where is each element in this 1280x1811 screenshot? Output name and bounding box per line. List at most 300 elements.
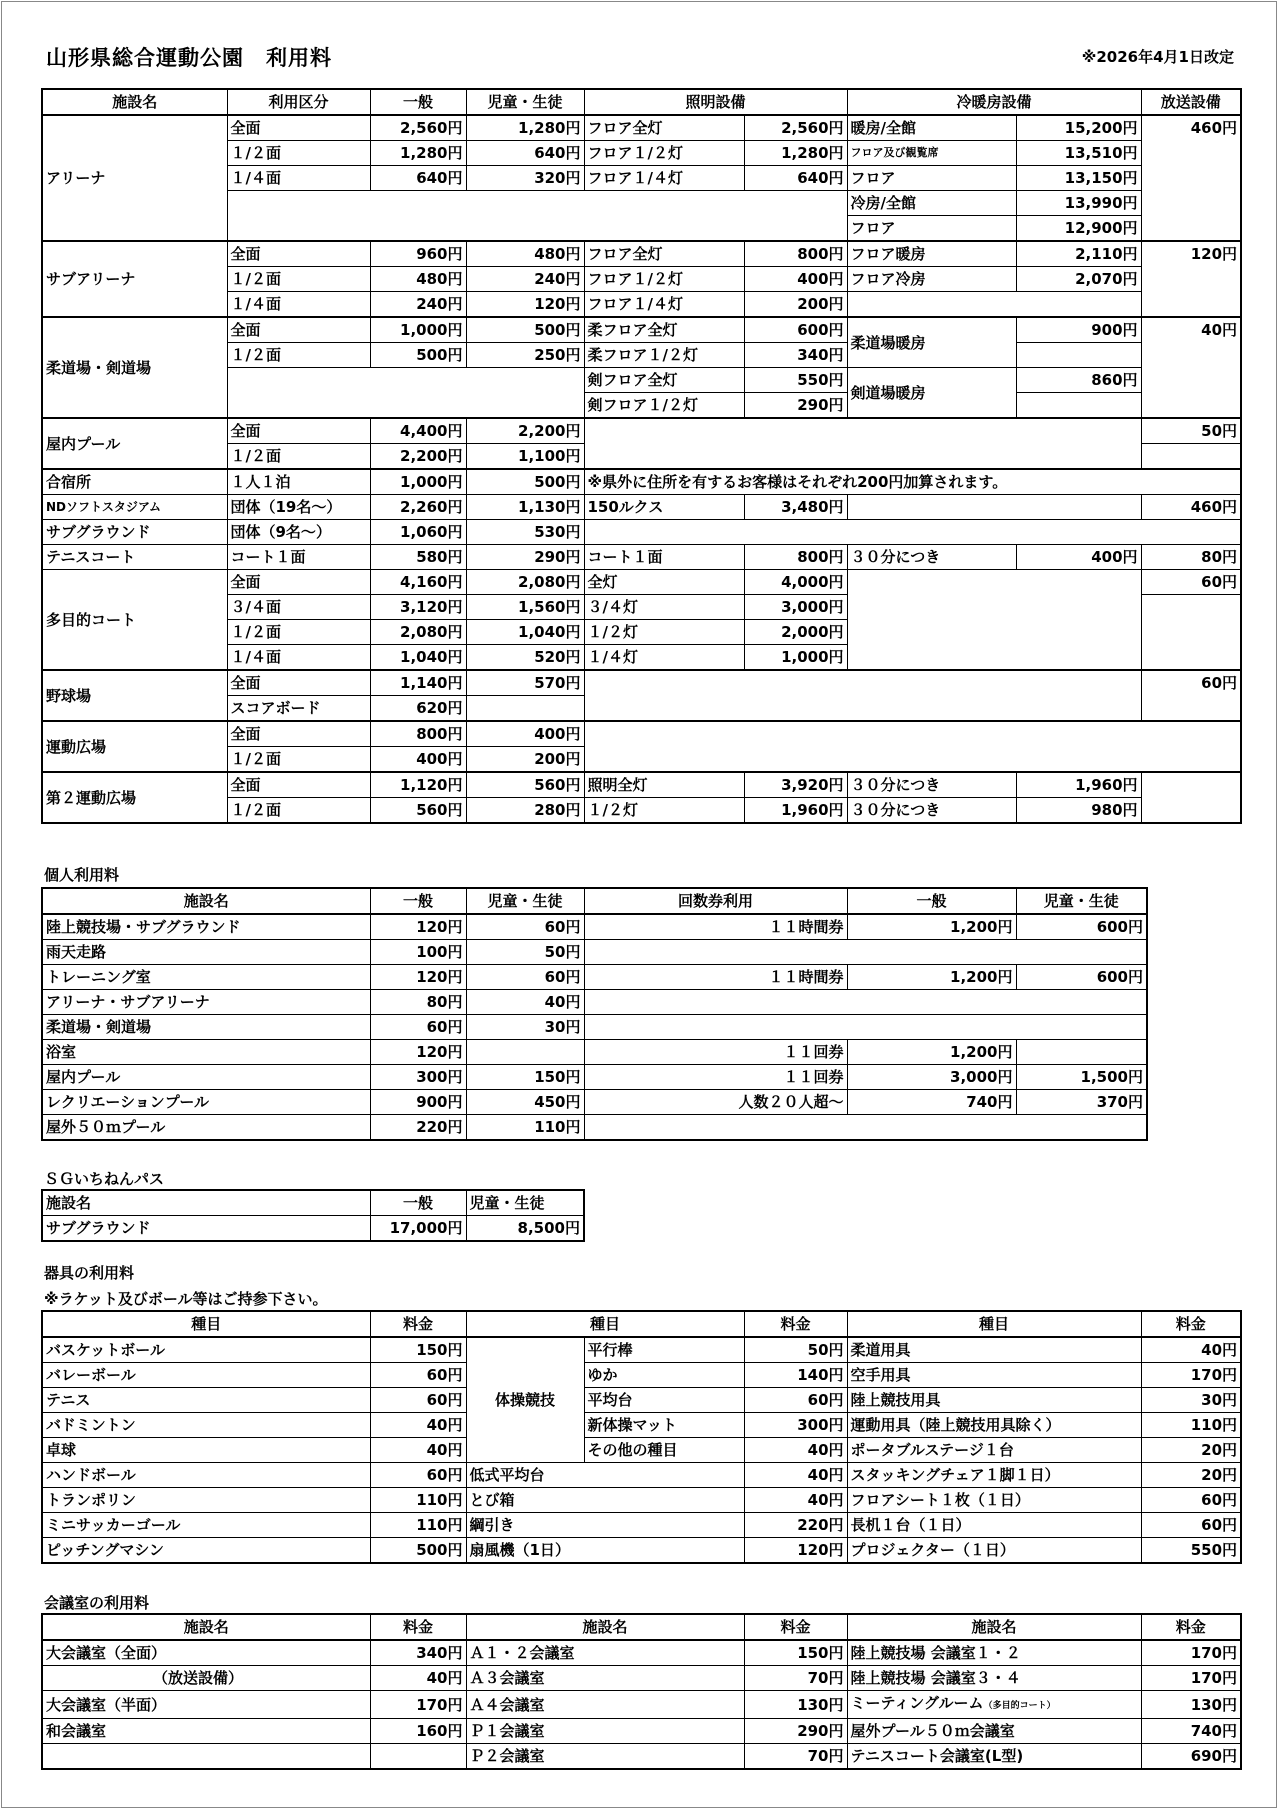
- ticket-fee-ippan: 1,200円: [847, 1040, 1016, 1065]
- table-row: [42, 1216, 584, 1242]
- room-label: ミーティングルーム: [850, 1694, 984, 1712]
- facility-name: 屋内プール: [42, 418, 227, 469]
- room-fee: 170円: [1141, 1640, 1241, 1666]
- room-name: 大会議室（半面）: [42, 1691, 370, 1719]
- room-name: [847, 1666, 1141, 1691]
- room-fee: 170円: [1141, 1666, 1241, 1691]
- ticket-type: １１回券: [584, 1065, 847, 1090]
- table-row: [42, 418, 1241, 444]
- col-lighting: 照明設備: [584, 89, 847, 115]
- kubun: 全面: [227, 115, 370, 141]
- light-item: フロア１/４灯: [584, 292, 744, 318]
- hvac-item: 剣道場暖房: [847, 368, 1016, 419]
- kubun: コート１面: [227, 545, 370, 570]
- room-name: Ａ３会議室: [466, 1666, 744, 1691]
- item-fee: 40円: [370, 1413, 466, 1438]
- item-fee: 20円: [1141, 1438, 1241, 1463]
- item-fee: 40円: [370, 1438, 466, 1463]
- table-row: [42, 520, 1241, 545]
- table-row: [42, 1744, 1241, 1770]
- light-fee: 290円: [744, 393, 847, 419]
- item-fee: 20円: [1141, 1463, 1241, 1488]
- fee-jido: 8,500円: [466, 1216, 584, 1242]
- item-name: 空手用具: [847, 1363, 1141, 1388]
- table-row: [42, 545, 1241, 570]
- light-fee: 400円: [744, 267, 847, 292]
- kubun: １/２面: [227, 747, 370, 773]
- empty-cell: [584, 520, 1241, 545]
- kubun: 全面: [227, 317, 370, 343]
- light-item: フロア１/２灯: [584, 267, 744, 292]
- room-label: 陸上競技場 会議室１・２: [850, 1644, 1021, 1662]
- item-name: 綱引き: [466, 1513, 744, 1538]
- table-row: [42, 1513, 1241, 1538]
- fee-ippan: 120円: [370, 1040, 466, 1065]
- facility-name: サブグラウンド: [42, 520, 227, 545]
- room-fee: 70円: [744, 1744, 847, 1770]
- meeting-section-label: 会議室の利用料: [44, 1594, 150, 1612]
- fee-jido: 2,080円: [466, 570, 584, 595]
- sg-pass-section-label: ＳＧいちねんパス: [44, 1170, 165, 1188]
- fee-jido: 110円: [466, 1115, 584, 1141]
- room-fee: 150円: [744, 1640, 847, 1666]
- facility-name: 合宿所: [42, 469, 227, 495]
- item-name: 柔道用具: [847, 1337, 1141, 1363]
- kubun: １/４面: [227, 292, 370, 318]
- ticket-fee-jido: 600円: [1016, 965, 1147, 990]
- light-fee: 3,920円: [744, 772, 847, 798]
- fee-ippan: 400円: [370, 747, 466, 773]
- fee-jido: 1,280円: [466, 115, 584, 141]
- kubun: １/２面: [227, 798, 370, 824]
- facility-name: 野球場: [42, 670, 227, 721]
- kubun: 団体（19名～）: [227, 495, 370, 520]
- col-facility: 施設名: [42, 89, 227, 115]
- table-row: [42, 1090, 1147, 1115]
- table-row: [42, 1691, 1241, 1719]
- hvac-item: ３０分につき: [847, 545, 1016, 570]
- item-fee: 40円: [744, 1438, 847, 1463]
- light-fee: 340円: [744, 343, 847, 368]
- item-fee: 40円: [744, 1488, 847, 1513]
- room-fee: 40円: [370, 1666, 466, 1691]
- table-row: [42, 1337, 1241, 1363]
- empty-cell: [1141, 444, 1241, 470]
- hvac-fee: 400円: [1016, 545, 1141, 570]
- hvac-fee: 860円: [1016, 368, 1141, 393]
- table-row: [42, 914, 1147, 940]
- room-name: 大会議室（全面）: [42, 1640, 370, 1666]
- item-fee: 60円: [370, 1388, 466, 1413]
- kubun: 全面: [227, 670, 370, 696]
- item-name: バドミントン: [42, 1413, 370, 1438]
- facility-name: サブグラウンド: [42, 1216, 370, 1242]
- item-fee: 60円: [1141, 1488, 1241, 1513]
- empty-cell: [1141, 772, 1241, 823]
- fee-jido: 30円: [466, 1015, 584, 1040]
- item-fee: 220円: [744, 1513, 847, 1538]
- facility-name: 柔道場・剣道場: [42, 317, 227, 418]
- room-fee: 340円: [370, 1640, 466, 1666]
- kubun: スコアボード: [227, 696, 370, 722]
- kubun: １/４面: [227, 645, 370, 671]
- revision-date: ※2026年4月1日改定: [1081, 48, 1234, 66]
- fee-jido: 1,040円: [466, 620, 584, 645]
- kubun: １/２面: [227, 343, 370, 368]
- kubun: １人１泊: [227, 469, 370, 495]
- light-fee: 600円: [744, 317, 847, 343]
- col-ippan: 一般: [370, 89, 466, 115]
- item-name: バレーボール: [42, 1363, 370, 1388]
- item-name: テニス: [42, 1388, 370, 1413]
- kubun: 全面: [227, 721, 370, 747]
- kubun: 全面: [227, 570, 370, 595]
- room-name: 和会議室: [42, 1719, 370, 1744]
- fee-jido: 500円: [466, 317, 584, 343]
- empty-cell: [1141, 595, 1241, 671]
- ticket-type: １１時間券: [584, 965, 847, 990]
- ticket-fee-jido: 370円: [1016, 1090, 1147, 1115]
- light-item: 柔フロア全灯: [584, 317, 744, 343]
- header-row: [42, 89, 1241, 115]
- hvac-item: ３０分につき: [847, 772, 1016, 798]
- kubun: 全面: [227, 772, 370, 798]
- fee-jido: 2,200円: [466, 418, 584, 444]
- fee-jido: 240円: [466, 267, 584, 292]
- item-name: トランポリン: [42, 1488, 370, 1513]
- item-fee: 500円: [370, 1538, 466, 1564]
- empty-cell: [847, 570, 1141, 671]
- item-fee: 30円: [1141, 1388, 1241, 1413]
- facility-name: 多目的コート: [42, 570, 227, 671]
- table-row: [42, 990, 1147, 1015]
- ticket-fee-ippan: 1,200円: [847, 914, 1016, 940]
- room-name: [847, 1640, 1141, 1666]
- fee-jido: 530円: [466, 520, 584, 545]
- col-ticket-jido: 児童・生徒: [1016, 888, 1147, 914]
- col-item: 種目: [42, 1311, 370, 1337]
- empty-cell: [584, 990, 1147, 1015]
- room-fee: 130円: [1141, 1691, 1241, 1719]
- item-fee: 550円: [1141, 1538, 1241, 1564]
- hvac-fee: 980円: [1016, 798, 1141, 824]
- table-row: [42, 1413, 1241, 1438]
- col-facility: 施設名: [42, 1190, 370, 1216]
- hvac-fee: 2,110円: [1016, 241, 1141, 267]
- broadcast-fee: 460円: [1141, 115, 1241, 241]
- fee-ippan: 1,120円: [370, 772, 466, 798]
- light-item: 照明全灯: [584, 772, 744, 798]
- col-item: 種目: [466, 1311, 744, 1337]
- ticket-fee-jido: [1016, 1040, 1147, 1065]
- light-fee: 3,480円: [744, 495, 847, 520]
- table-row: [42, 317, 1241, 343]
- fee-ippan: 1,000円: [370, 469, 466, 495]
- sg-pass-table: [41, 1189, 585, 1242]
- ticket-fee-ippan: 1,200円: [847, 965, 1016, 990]
- room-name: Ａ４会議室: [466, 1691, 744, 1719]
- light-item: コート１面: [584, 545, 744, 570]
- fee-ippan: 2,200円: [370, 444, 466, 470]
- room-fee: 690円: [1141, 1744, 1241, 1770]
- fee-ippan: 580円: [370, 545, 466, 570]
- fee-ippan: 300円: [370, 1065, 466, 1090]
- light-item: 150ルクス: [584, 495, 744, 520]
- item-fee: 60円: [744, 1388, 847, 1413]
- fee-ippan: 560円: [370, 798, 466, 824]
- col-jido: 児童・生徒: [466, 888, 584, 914]
- item-fee: 60円: [370, 1363, 466, 1388]
- col-fee: 料金: [744, 1614, 847, 1640]
- fee-jido: 60円: [466, 914, 584, 940]
- light-item: フロア１/２灯: [584, 141, 744, 166]
- hvac-fee: 13,990円: [1016, 191, 1141, 216]
- light-fee: 1,280円: [744, 141, 847, 166]
- light-item: 剣フロア１/２灯: [584, 393, 744, 419]
- light-item: 柔フロア１/２灯: [584, 343, 744, 368]
- ticket-type: １１時間券: [584, 914, 847, 940]
- hvac-item: フロア暖房: [847, 241, 1016, 267]
- kubun: 全面: [227, 418, 370, 444]
- light-fee: 1,960円: [744, 798, 847, 824]
- item-name: 運動用具（陸上競技用具除く）: [847, 1413, 1141, 1438]
- table-row: [42, 1065, 1147, 1090]
- table-row: [42, 670, 1241, 696]
- item-fee: 60円: [370, 1463, 466, 1488]
- item-fee: 40円: [1141, 1337, 1241, 1363]
- item-fee: 170円: [1141, 1363, 1241, 1388]
- item-name: ミニサッカーゴール: [42, 1513, 370, 1538]
- fee-jido: 60円: [466, 965, 584, 990]
- room-name: Ａ１・２会議室: [466, 1640, 744, 1666]
- item-name: 陸上競技用具: [847, 1388, 1141, 1413]
- broadcast-fee: 40円: [1141, 317, 1241, 418]
- facility-name: テニスコート: [42, 545, 227, 570]
- table-row: [42, 570, 1241, 595]
- fee-ippan: 1,280円: [370, 141, 466, 166]
- item-name: 新体操マット: [584, 1413, 744, 1438]
- fee-jido: 1,100円: [466, 444, 584, 470]
- kubun: １/２面: [227, 444, 370, 470]
- room-label: 屋外プール５０ｍ会議室: [850, 1722, 1015, 1740]
- empty-cell: [1016, 343, 1141, 368]
- fee-ippan: 620円: [370, 696, 466, 722]
- room-name: （放送設備）: [42, 1666, 370, 1691]
- item-fee: 300円: [744, 1413, 847, 1438]
- light-item: 全灯: [584, 570, 744, 595]
- hvac-item: ３０分につき: [847, 798, 1016, 824]
- light-fee: 3,000円: [744, 595, 847, 620]
- light-fee: 2,560円: [744, 115, 847, 141]
- item-name: バスケットボール: [42, 1337, 370, 1363]
- ticket-type: 人数２０人超～: [584, 1090, 847, 1115]
- room-fee: 130円: [744, 1691, 847, 1719]
- fee-jido: 250円: [466, 343, 584, 368]
- facility-name: アリーナ・サブアリーナ: [42, 990, 370, 1015]
- room-fee: 160円: [370, 1719, 466, 1744]
- fee-ippan: 1,000円: [370, 317, 466, 343]
- header-row: [42, 1614, 1241, 1640]
- table-row: [42, 1666, 1241, 1691]
- col-jido: 児童・生徒: [466, 1190, 584, 1216]
- room-name: [42, 1744, 370, 1770]
- fee-ippan: 3,120円: [370, 595, 466, 620]
- hvac-item: 冷房/全館: [847, 191, 1016, 216]
- facility-fee-table: [41, 88, 1242, 824]
- light-fee: 2,000円: [744, 620, 847, 645]
- item-name: プロジェクター（１日）: [847, 1538, 1141, 1564]
- room-fee: 290円: [744, 1719, 847, 1744]
- item-fee: 120円: [744, 1538, 847, 1564]
- fee-ippan: 1,140円: [370, 670, 466, 696]
- table-row: [42, 772, 1241, 798]
- facility-name: アリーナ: [42, 115, 227, 241]
- hvac-fee: 13,150円: [1016, 166, 1141, 191]
- item-name: とび箱: [466, 1488, 744, 1513]
- table-row: [42, 940, 1147, 965]
- kubun: 団体（9名～）: [227, 520, 370, 545]
- broadcast-fee: 460円: [1141, 495, 1241, 520]
- facility-name: 雨天走路: [42, 940, 370, 965]
- fee-jido: 520円: [466, 645, 584, 671]
- fee-jido: 290円: [466, 545, 584, 570]
- col-hvac: 冷暖房設備: [847, 89, 1141, 115]
- fee-jido: 280円: [466, 798, 584, 824]
- light-fee: 4,000円: [744, 570, 847, 595]
- item-name: 低式平均台: [466, 1463, 744, 1488]
- hvac-fee: 13,510円: [1016, 141, 1141, 166]
- equipment-fee-table: [41, 1310, 1242, 1564]
- fee-ippan: 4,400円: [370, 418, 466, 444]
- empty-cell: [584, 940, 1147, 965]
- light-fee: 1,000円: [744, 645, 847, 671]
- fee-jido: [466, 1040, 584, 1065]
- facility-name: 浴室: [42, 1040, 370, 1065]
- item-name: ポータブルステージ１台: [847, 1438, 1141, 1463]
- item-name: その他の種目: [584, 1438, 744, 1463]
- table-row: [42, 965, 1147, 990]
- item-fee: 150円: [370, 1337, 466, 1363]
- col-jido: 児童・生徒: [466, 89, 584, 115]
- table-row: [42, 1438, 1241, 1463]
- table-row: [42, 721, 1241, 747]
- col-facility: 施設名: [466, 1614, 744, 1640]
- room-fee: [370, 1744, 466, 1770]
- empty-cell: [227, 191, 847, 242]
- fee-ippan: 800円: [370, 721, 466, 747]
- facility-name: サブアリーナ: [42, 241, 227, 317]
- fee-jido: 320円: [466, 166, 584, 191]
- fee-ippan: 220円: [370, 1115, 466, 1141]
- kubun: １/２面: [227, 267, 370, 292]
- col-fee: 料金: [1141, 1311, 1241, 1337]
- facility-name: 運動広場: [42, 721, 227, 772]
- meeting-fee-table: [41, 1613, 1242, 1770]
- col-facility: 施設名: [42, 1614, 370, 1640]
- empty-cell: [847, 292, 1141, 318]
- item-fee: 60円: [1141, 1513, 1241, 1538]
- item-name: ピッチングマシン: [42, 1538, 370, 1564]
- facility-name: 屋内プール: [42, 1065, 370, 1090]
- facility-name: 陸上競技場・サブグラウンド: [42, 914, 370, 940]
- item-fee: 110円: [370, 1488, 466, 1513]
- item-fee: 110円: [370, 1513, 466, 1538]
- fee-jido: 40円: [466, 990, 584, 1015]
- fee-ippan: 900円: [370, 1090, 466, 1115]
- light-item: フロア全灯: [584, 241, 744, 267]
- hvac-fee: 15,200円: [1016, 115, 1141, 141]
- personal-section-label: 個人利用料: [44, 866, 120, 884]
- fee-ippan: 480円: [370, 267, 466, 292]
- hvac-fee: 1,960円: [1016, 772, 1141, 798]
- fee-jido: 450円: [466, 1090, 584, 1115]
- fee-jido: 500円: [466, 469, 584, 495]
- hvac-item: 柔道場暖房: [847, 317, 1016, 368]
- header-row: [42, 1190, 584, 1216]
- table-row: [42, 495, 1241, 520]
- light-fee: 640円: [744, 166, 847, 191]
- hvac-fee: 900円: [1016, 317, 1141, 343]
- room-name: [847, 1744, 1141, 1770]
- room-name: [847, 1719, 1141, 1744]
- broadcast-fee: 120円: [1141, 241, 1241, 317]
- table-row: [42, 1015, 1147, 1040]
- col-fee: 料金: [370, 1311, 466, 1337]
- fee-ippan: 100円: [370, 940, 466, 965]
- empty-cell: [584, 721, 1241, 772]
- fee-jido: 150円: [466, 1065, 584, 1090]
- light-item: １/４灯: [584, 645, 744, 671]
- item-name: 卓球: [42, 1438, 370, 1463]
- fee-ippan: 4,160円: [370, 570, 466, 595]
- room-fee: 70円: [744, 1666, 847, 1691]
- col-ippan: 一般: [370, 1190, 466, 1216]
- ticket-fee-jido: 600円: [1016, 914, 1147, 940]
- page-title: 山形県総合運動公園 利用料: [46, 46, 332, 70]
- fee-ippan: 2,080円: [370, 620, 466, 645]
- empty-cell: [584, 418, 1141, 469]
- header-row: [42, 888, 1147, 914]
- table-row: [42, 1640, 1241, 1666]
- col-fee: 料金: [1141, 1614, 1241, 1640]
- item-name: 扇風機（1日）: [466, 1538, 744, 1564]
- hvac-fee: 12,900円: [1016, 216, 1141, 242]
- item-name: ハンドボール: [42, 1463, 370, 1488]
- room-label: テニスコート会議室(L型): [850, 1747, 1024, 1765]
- room-name: [847, 1691, 1141, 1719]
- item-name: 平均台: [584, 1388, 744, 1413]
- fee-ippan: 2,560円: [370, 115, 466, 141]
- hvac-item: フロア冷房: [847, 267, 1016, 292]
- col-ticket: 回数券利用: [584, 888, 847, 914]
- room-fee: 740円: [1141, 1719, 1241, 1744]
- item-name: スタッキングチェア１脚１日）: [847, 1463, 1141, 1488]
- col-facility: 施設名: [847, 1614, 1141, 1640]
- fee-jido: 50円: [466, 940, 584, 965]
- ticket-type: １１回券: [584, 1040, 847, 1065]
- fee-jido: [466, 696, 584, 722]
- facility-name: NDソフトスタジアム: [42, 495, 227, 520]
- room-name: Ｐ２会議室: [466, 1744, 744, 1770]
- light-item: 剣フロア全灯: [584, 368, 744, 393]
- empty-cell: [1016, 393, 1141, 419]
- facility-name: 柔道場・剣道場: [42, 1015, 370, 1040]
- fee-jido: 480円: [466, 241, 584, 267]
- room-name: Ｐ１会議室: [466, 1719, 744, 1744]
- empty-cell: [847, 495, 1141, 520]
- fee-ippan: 120円: [370, 965, 466, 990]
- ticket-fee-jido: 1,500円: [1016, 1065, 1147, 1090]
